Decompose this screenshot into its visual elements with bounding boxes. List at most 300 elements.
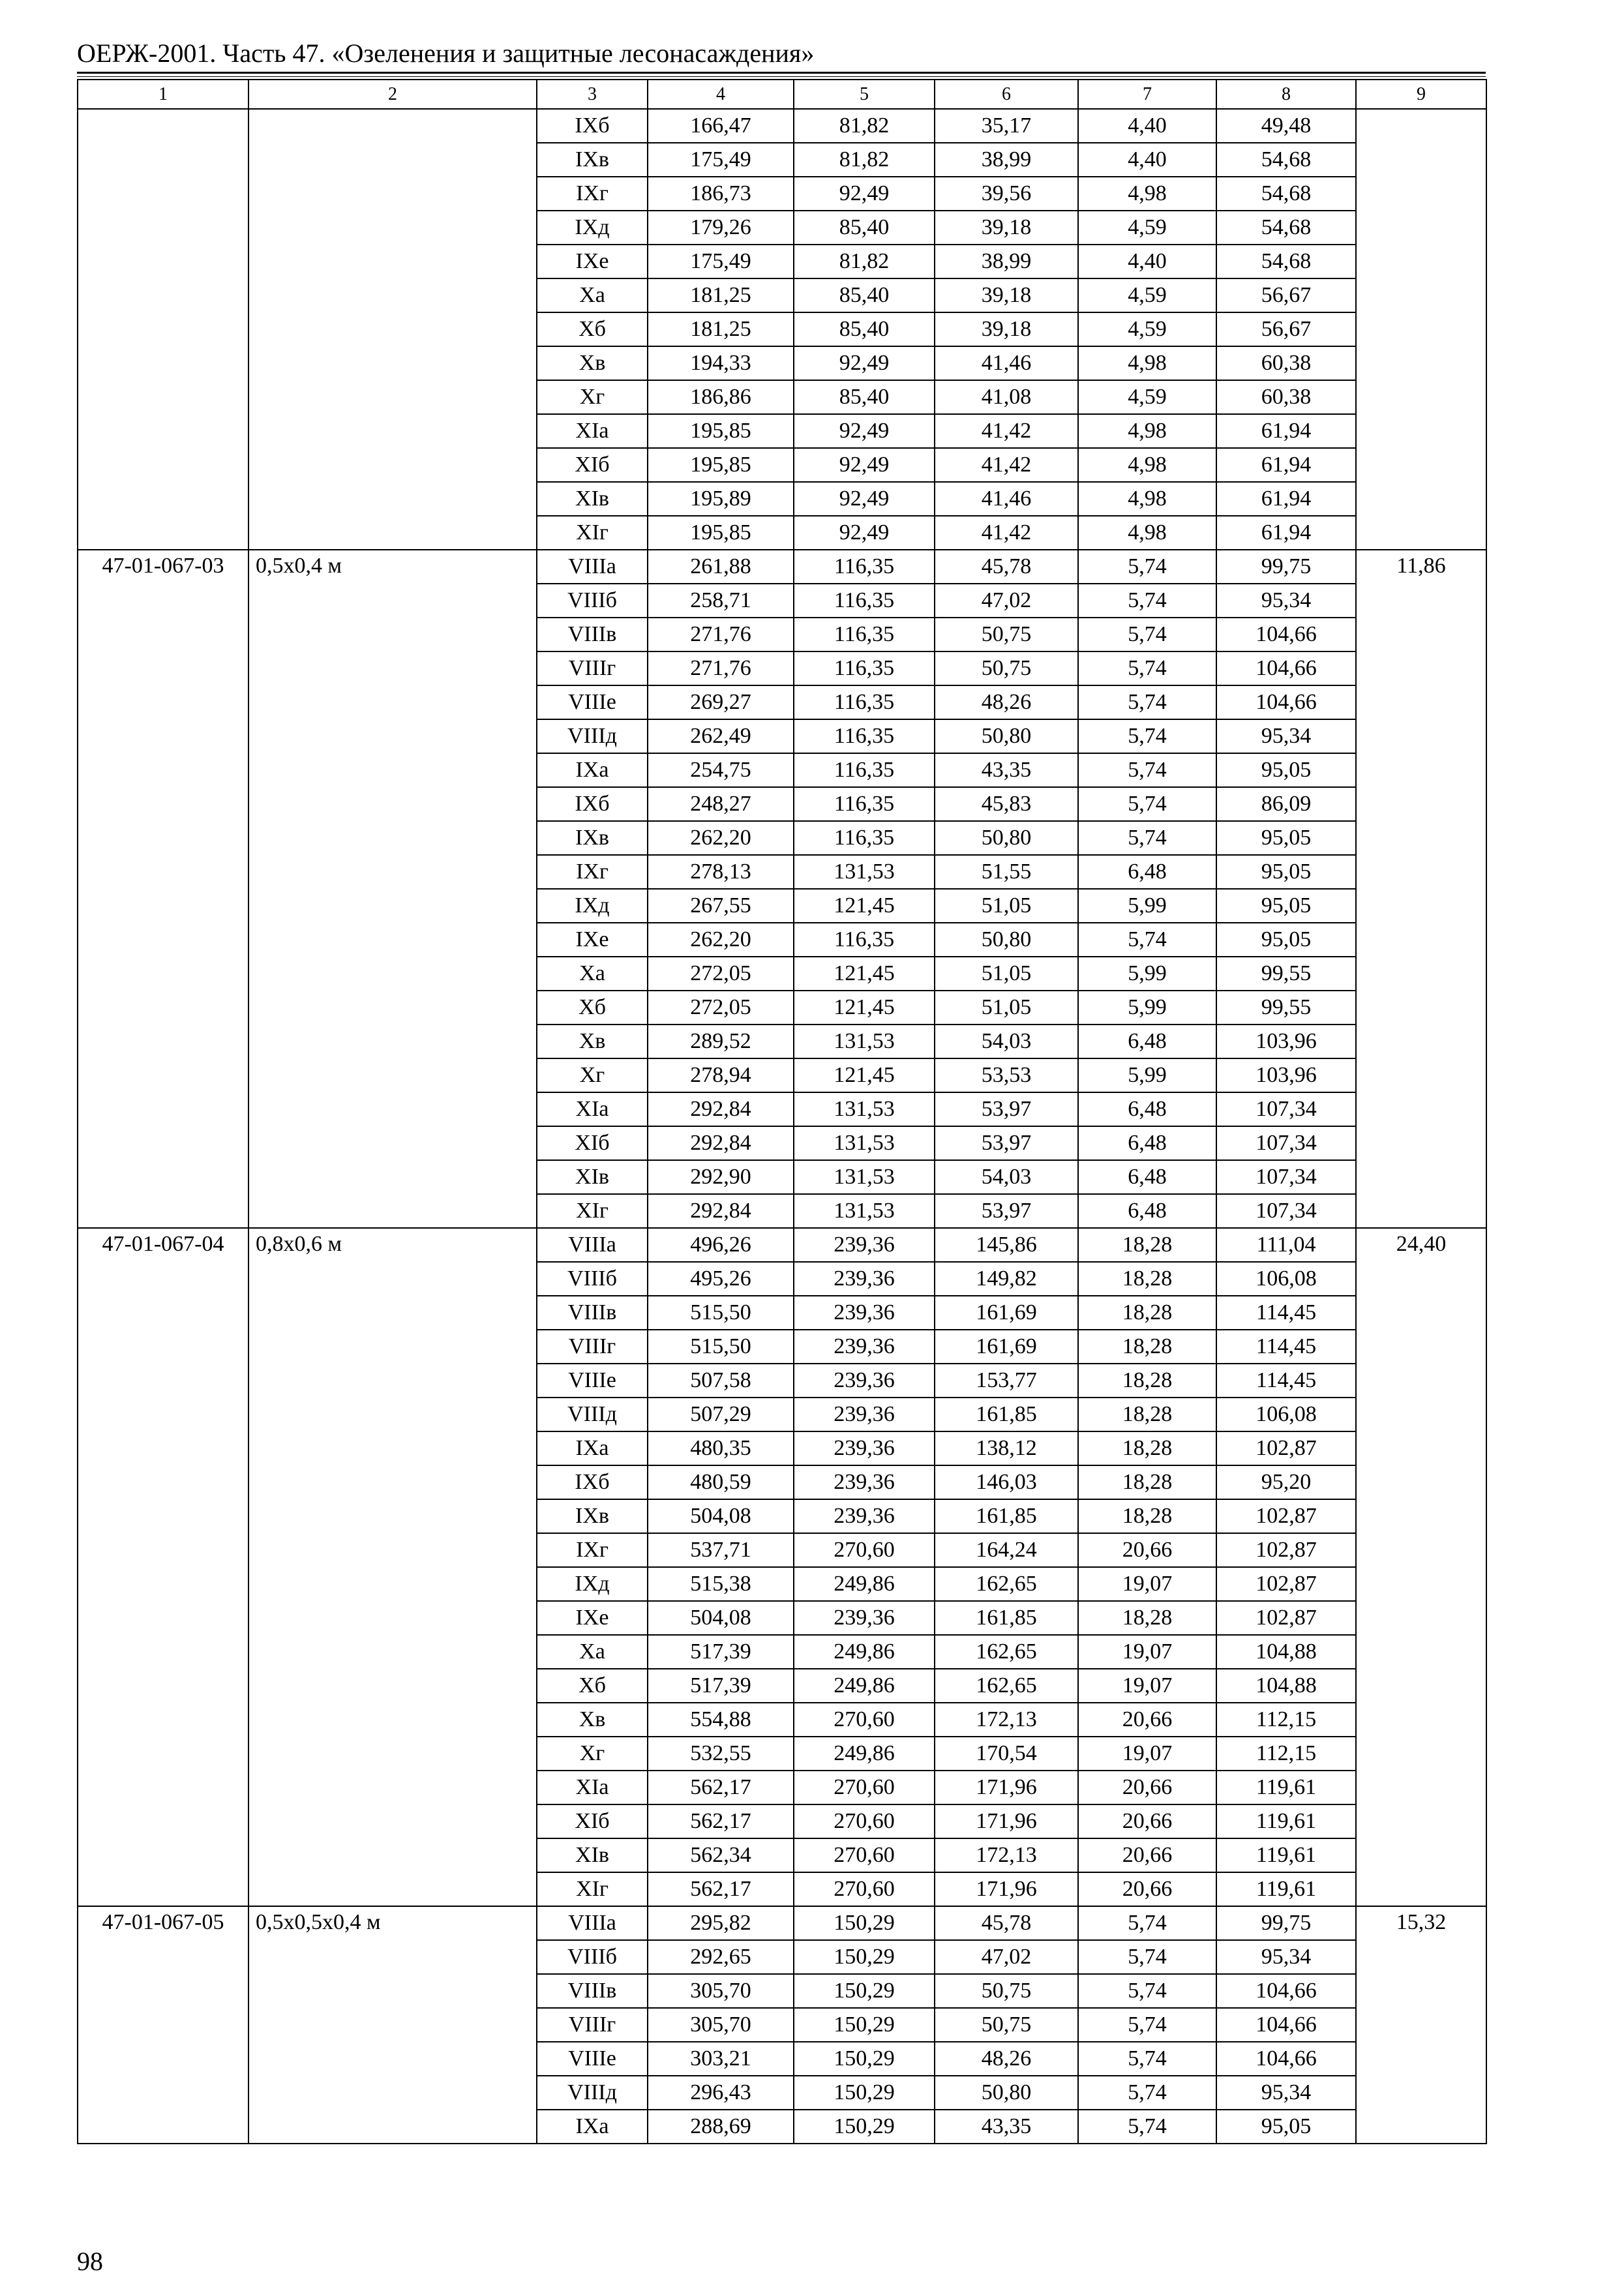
value-col5-cell: 150,29 [794,2110,935,2144]
value-col4-cell: 504,08 [648,1601,794,1635]
col9-value-cell: 15,32 [1356,1906,1486,2144]
value-col4-cell: 179,26 [648,211,794,245]
value-col8-cell: 49,48 [1216,109,1356,143]
zone-cell: IXв [537,821,648,855]
value-col8-cell: 106,08 [1216,1262,1356,1296]
value-col4-cell: 175,49 [648,143,794,177]
zone-cell: Xа [537,278,648,312]
value-col5-cell: 116,35 [794,550,935,584]
value-col6-cell: 171,96 [935,1872,1078,1906]
zone-cell: Xг [537,380,648,414]
value-col4-cell: 496,26 [648,1228,794,1262]
value-col8-cell: 107,34 [1216,1160,1356,1194]
value-col8-cell: 95,05 [1216,2110,1356,2144]
pit-size-cell: 0,5x0,5x0,4 м [248,1906,537,2144]
value-col4-cell: 517,39 [648,1635,794,1669]
pit-size-cell: 0,8x0,6 м [248,1228,537,1906]
value-col6-cell: 50,80 [935,2076,1078,2110]
value-col7-cell: 20,66 [1078,1804,1216,1838]
value-col4-cell: 515,38 [648,1567,794,1601]
value-col6-cell: 41,46 [935,346,1078,380]
col9-value-cell: 11,86 [1356,550,1486,1228]
rate-code-cell: 47-01-067-04 [78,1228,248,1906]
value-col5-cell: 121,45 [794,991,935,1025]
value-col7-cell: 6,48 [1078,1126,1216,1160]
value-col8-cell: 54,68 [1216,143,1356,177]
value-col6-cell: 161,69 [935,1330,1078,1364]
value-col5-cell: 92,49 [794,414,935,448]
value-col7-cell: 6,48 [1078,1025,1216,1058]
zone-cell: VIIIб [537,1940,648,1974]
column-number: 3 [537,80,648,109]
value-col5-cell: 239,36 [794,1499,935,1533]
value-col6-cell: 51,05 [935,957,1078,991]
value-col5-cell: 92,49 [794,482,935,516]
pit-size-cell: 0,5x0,4 м [248,550,537,1228]
value-col4-cell: 194,33 [648,346,794,380]
value-col8-cell: 104,66 [1216,685,1356,719]
value-col5-cell: 270,60 [794,1533,935,1567]
value-col4-cell: 480,35 [648,1431,794,1465]
value-col7-cell: 4,98 [1078,177,1216,211]
value-col7-cell: 19,07 [1078,1737,1216,1771]
value-col4-cell: 305,70 [648,2008,794,2042]
value-col8-cell: 114,45 [1216,1330,1356,1364]
value-col7-cell: 19,07 [1078,1635,1216,1669]
column-number: 1 [78,80,248,109]
zone-cell: VIIIг [537,651,648,685]
value-col7-cell: 4,59 [1078,380,1216,414]
value-col7-cell: 5,74 [1078,584,1216,618]
zone-cell: IXб [537,109,648,143]
zone-cell: VIIIв [537,1974,648,2008]
value-col6-cell: 162,65 [935,1567,1078,1601]
value-col6-cell: 50,80 [935,719,1078,753]
table-row [78,109,1486,143]
value-col8-cell: 54,68 [1216,177,1356,211]
value-col7-cell: 18,28 [1078,1262,1216,1296]
zone-cell: XIа [537,1092,648,1126]
value-col7-cell: 18,28 [1078,1398,1216,1431]
value-col6-cell: 41,42 [935,448,1078,482]
zone-cell: IXв [537,1499,648,1533]
value-col7-cell: 4,98 [1078,414,1216,448]
value-col6-cell: 45,83 [935,787,1078,821]
value-col5-cell: 116,35 [794,685,935,719]
zone-cell: VIIIг [537,1330,648,1364]
value-col5-cell: 131,53 [794,1126,935,1160]
value-col6-cell: 47,02 [935,1940,1078,1974]
value-col8-cell: 102,87 [1216,1567,1356,1601]
column-number: 2 [248,80,537,109]
value-col6-cell: 39,18 [935,278,1078,312]
zone-cell: XIв [537,1838,648,1872]
value-col4-cell: 507,29 [648,1398,794,1431]
value-col8-cell: 104,88 [1216,1635,1356,1669]
value-col7-cell: 18,28 [1078,1330,1216,1364]
value-col6-cell: 54,03 [935,1025,1078,1058]
value-col6-cell: 50,75 [935,1974,1078,2008]
value-col8-cell: 95,34 [1216,719,1356,753]
value-col5-cell: 270,60 [794,1838,935,1872]
zone-cell: IXг [537,1533,648,1567]
value-col8-cell: 102,87 [1216,1533,1356,1567]
value-col5-cell: 81,82 [794,143,935,177]
zone-cell: VIIIе [537,2042,648,2076]
zone-cell: Xа [537,1635,648,1669]
value-col4-cell: 195,89 [648,482,794,516]
value-col4-cell: 305,70 [648,1974,794,2008]
value-col4-cell: 262,20 [648,923,794,957]
value-col6-cell: 172,13 [935,1703,1078,1737]
value-col8-cell: 95,34 [1216,584,1356,618]
zone-cell: IXе [537,245,648,278]
value-col6-cell: 161,69 [935,1296,1078,1330]
value-col4-cell: 295,82 [648,1906,794,1940]
value-col7-cell: 6,48 [1078,1160,1216,1194]
value-col8-cell: 107,34 [1216,1126,1356,1160]
value-col6-cell: 161,85 [935,1398,1078,1431]
value-col4-cell: 271,76 [648,618,794,651]
col9-value-cell [1356,109,1486,550]
value-col4-cell: 261,88 [648,550,794,584]
value-col7-cell: 5,99 [1078,957,1216,991]
zone-cell: VIIIб [537,584,648,618]
value-col8-cell: 104,66 [1216,2008,1356,2042]
value-col5-cell: 270,60 [794,1771,935,1804]
value-col6-cell: 47,02 [935,584,1078,618]
value-col5-cell: 85,40 [794,312,935,346]
value-col8-cell: 104,66 [1216,2042,1356,2076]
value-col5-cell: 81,82 [794,245,935,278]
value-col7-cell: 19,07 [1078,1669,1216,1703]
value-col6-cell: 53,97 [935,1126,1078,1160]
value-col4-cell: 269,27 [648,685,794,719]
value-col7-cell: 5,74 [1078,923,1216,957]
value-col4-cell: 303,21 [648,2042,794,2076]
value-col8-cell: 95,05 [1216,821,1356,855]
value-col8-cell: 86,09 [1216,787,1356,821]
value-col8-cell: 106,08 [1216,1398,1356,1431]
zone-cell: XIв [537,482,648,516]
column-number: 6 [935,80,1078,109]
value-col7-cell: 4,98 [1078,516,1216,550]
value-col5-cell: 239,36 [794,1431,935,1465]
rates-table [77,79,1487,2144]
value-col8-cell: 104,88 [1216,1669,1356,1703]
value-col4-cell: 507,58 [648,1364,794,1398]
value-col5-cell: 92,49 [794,516,935,550]
zone-cell: Xв [537,346,648,380]
value-col8-cell: 114,45 [1216,1364,1356,1398]
value-col4-cell: 515,50 [648,1330,794,1364]
value-col8-cell: 99,55 [1216,957,1356,991]
value-col8-cell: 95,05 [1216,923,1356,957]
value-col8-cell: 119,61 [1216,1872,1356,1906]
value-col4-cell: 271,76 [648,651,794,685]
value-col6-cell: 41,42 [935,414,1078,448]
value-col7-cell: 5,74 [1078,618,1216,651]
value-col8-cell: 112,15 [1216,1737,1356,1771]
rate-code-cell: 47-01-067-03 [78,550,248,1228]
value-col6-cell: 39,18 [935,312,1078,346]
col9-value-cell: 24,40 [1356,1228,1486,1906]
table-row [78,1906,1486,1940]
header-rule [77,72,1486,74]
value-col8-cell: 104,66 [1216,1974,1356,2008]
value-col6-cell: 171,96 [935,1771,1078,1804]
value-col6-cell: 161,85 [935,1601,1078,1635]
zone-cell: XIа [537,414,648,448]
value-col4-cell: 562,17 [648,1872,794,1906]
value-col7-cell: 6,48 [1078,1194,1216,1228]
value-col8-cell: 103,96 [1216,1058,1356,1092]
value-col4-cell: 262,49 [648,719,794,753]
column-number-row [78,80,1486,109]
value-col5-cell: 239,36 [794,1228,935,1262]
value-col8-cell: 61,94 [1216,448,1356,482]
value-col5-cell: 85,40 [794,211,935,245]
value-col8-cell: 102,87 [1216,1499,1356,1533]
value-col6-cell: 38,99 [935,143,1078,177]
value-col4-cell: 186,86 [648,380,794,414]
value-col8-cell: 119,61 [1216,1804,1356,1838]
value-col4-cell: 562,34 [648,1838,794,1872]
value-col4-cell: 292,65 [648,1940,794,1974]
value-col8-cell: 111,04 [1216,1228,1356,1262]
table-row [78,1228,1486,1262]
value-col8-cell: 102,87 [1216,1431,1356,1465]
value-col4-cell: 292,84 [648,1092,794,1126]
value-col5-cell: 116,35 [794,923,935,957]
value-col6-cell: 38,99 [935,245,1078,278]
zone-cell: IXа [537,2110,648,2144]
value-col7-cell: 4,40 [1078,245,1216,278]
value-col6-cell: 162,65 [935,1669,1078,1703]
value-col6-cell: 50,75 [935,2008,1078,2042]
value-col4-cell: 254,75 [648,753,794,787]
value-col6-cell: 48,26 [935,2042,1078,2076]
value-col4-cell: 288,69 [648,2110,794,2144]
value-col5-cell: 239,36 [794,1398,935,1431]
value-col7-cell: 5,99 [1078,1058,1216,1092]
value-col4-cell: 195,85 [648,516,794,550]
value-col5-cell: 81,82 [794,109,935,143]
value-col5-cell: 116,35 [794,787,935,821]
value-col7-cell: 5,74 [1078,1974,1216,2008]
page-header: ОЕРЖ-2001. Часть 47. «Озеленения и защитные лесонасаждения» [77,38,815,68]
zone-cell: IXа [537,753,648,787]
value-col6-cell: 41,08 [935,380,1078,414]
value-col6-cell: 146,03 [935,1465,1078,1499]
value-col7-cell: 4,40 [1078,109,1216,143]
value-col8-cell: 95,05 [1216,855,1356,889]
value-col6-cell: 149,82 [935,1262,1078,1296]
value-col6-cell: 50,80 [935,923,1078,957]
value-col7-cell: 18,28 [1078,1296,1216,1330]
value-col8-cell: 61,94 [1216,414,1356,448]
value-col7-cell: 5,74 [1078,1906,1216,1940]
zone-cell: IXе [537,1601,648,1635]
value-col6-cell: 45,78 [935,550,1078,584]
zone-cell: XIб [537,1804,648,1838]
value-col6-cell: 53,53 [935,1058,1078,1092]
value-col5-cell: 131,53 [794,1160,935,1194]
value-col8-cell: 114,45 [1216,1296,1356,1330]
value-col6-cell: 53,97 [935,1194,1078,1228]
value-col7-cell: 4,98 [1078,448,1216,482]
value-col7-cell: 20,66 [1078,1838,1216,1872]
zone-cell: VIIIв [537,618,648,651]
value-col5-cell: 249,86 [794,1669,935,1703]
value-col6-cell: 162,65 [935,1635,1078,1669]
value-col6-cell: 172,13 [935,1838,1078,1872]
value-col4-cell: 554,88 [648,1703,794,1737]
value-col4-cell: 166,47 [648,109,794,143]
zone-cell: Xг [537,1058,648,1092]
value-col4-cell: 258,71 [648,584,794,618]
zone-cell: VIIIг [537,2008,648,2042]
value-col6-cell: 39,18 [935,211,1078,245]
value-col6-cell: 39,56 [935,177,1078,211]
page-number: 98 [77,2247,103,2276]
value-col4-cell: 537,71 [648,1533,794,1567]
value-col6-cell: 170,54 [935,1737,1078,1771]
value-col5-cell: 116,35 [794,584,935,618]
value-col6-cell: 153,77 [935,1364,1078,1398]
value-col5-cell: 150,29 [794,1974,935,2008]
zone-cell: Xв [537,1025,648,1058]
value-col7-cell: 5,74 [1078,2008,1216,2042]
column-number: 9 [1356,80,1486,109]
zone-cell: VIIIд [537,2076,648,2110]
zone-cell: XIг [537,1872,648,1906]
value-col4-cell: 292,90 [648,1160,794,1194]
value-col4-cell: 248,27 [648,787,794,821]
zone-cell: VIIIа [537,1228,648,1262]
value-col5-cell: 150,29 [794,1906,935,1940]
value-col4-cell: 175,49 [648,245,794,278]
value-col8-cell: 102,87 [1216,1601,1356,1635]
zone-cell: Xб [537,312,648,346]
value-col5-cell: 239,36 [794,1465,935,1499]
value-col7-cell: 4,59 [1078,278,1216,312]
value-col4-cell: 292,84 [648,1126,794,1160]
value-col5-cell: 92,49 [794,448,935,482]
rate-code-cell [78,109,248,550]
value-col5-cell: 131,53 [794,1025,935,1058]
table-row [78,550,1486,584]
value-col5-cell: 85,40 [794,380,935,414]
value-col5-cell: 116,35 [794,753,935,787]
zone-cell: XIа [537,1771,648,1804]
zone-cell: VIIIв [537,1296,648,1330]
value-col4-cell: 504,08 [648,1499,794,1533]
value-col4-cell: 262,20 [648,821,794,855]
value-col7-cell: 5,74 [1078,550,1216,584]
value-col7-cell: 18,28 [1078,1499,1216,1533]
value-col5-cell: 270,60 [794,1804,935,1838]
value-col8-cell: 99,75 [1216,550,1356,584]
zone-cell: XIб [537,1126,648,1160]
zone-cell: IXг [537,177,648,211]
value-col7-cell: 5,74 [1078,753,1216,787]
zone-cell: XIб [537,448,648,482]
value-col6-cell: 164,24 [935,1533,1078,1567]
value-col6-cell: 41,42 [935,516,1078,550]
value-col4-cell: 289,52 [648,1025,794,1058]
zone-cell: VIIIб [537,1262,648,1296]
value-col6-cell: 51,05 [935,991,1078,1025]
value-col8-cell: 60,38 [1216,346,1356,380]
value-col8-cell: 54,68 [1216,211,1356,245]
value-col4-cell: 495,26 [648,1262,794,1296]
value-col5-cell: 249,86 [794,1635,935,1669]
zone-cell: Xв [537,1703,648,1737]
value-col4-cell: 278,13 [648,855,794,889]
value-col7-cell: 18,28 [1078,1431,1216,1465]
value-col8-cell: 112,15 [1216,1703,1356,1737]
value-col4-cell: 186,73 [648,177,794,211]
value-col5-cell: 131,53 [794,855,935,889]
column-number: 4 [648,80,794,109]
value-col5-cell: 150,29 [794,2042,935,2076]
value-col8-cell: 56,67 [1216,312,1356,346]
zone-cell: IXб [537,1465,648,1499]
value-col8-cell: 104,66 [1216,618,1356,651]
zone-cell: Xб [537,1669,648,1703]
value-col5-cell: 239,36 [794,1296,935,1330]
value-col6-cell: 171,96 [935,1804,1078,1838]
value-col7-cell: 5,74 [1078,821,1216,855]
pit-size-cell [248,109,537,550]
value-col4-cell: 272,05 [648,957,794,991]
value-col8-cell: 107,34 [1216,1092,1356,1126]
value-col6-cell: 53,97 [935,1092,1078,1126]
value-col6-cell: 35,17 [935,109,1078,143]
value-col5-cell: 121,45 [794,1058,935,1092]
value-col4-cell: 532,55 [648,1737,794,1771]
value-col7-cell: 4,98 [1078,482,1216,516]
value-col8-cell: 99,75 [1216,1906,1356,1940]
value-col4-cell: 267,55 [648,889,794,923]
zone-cell: XIв [537,1160,648,1194]
zone-cell: IXд [537,889,648,923]
value-col8-cell: 95,34 [1216,1940,1356,1974]
value-col6-cell: 43,35 [935,2110,1078,2144]
value-col6-cell: 51,55 [935,855,1078,889]
value-col6-cell: 50,75 [935,651,1078,685]
zone-cell: Xг [537,1737,648,1771]
header-rule-thin [77,76,1486,77]
value-col8-cell: 60,38 [1216,380,1356,414]
zone-cell: IXа [537,1431,648,1465]
value-col6-cell: 161,85 [935,1499,1078,1533]
value-col5-cell: 92,49 [794,177,935,211]
value-col5-cell: 270,60 [794,1703,935,1737]
value-col5-cell: 239,36 [794,1262,935,1296]
value-col5-cell: 249,86 [794,1737,935,1771]
value-col7-cell: 5,74 [1078,2076,1216,2110]
zone-cell: VIIIе [537,685,648,719]
value-col4-cell: 515,50 [648,1296,794,1330]
value-col4-cell: 296,43 [648,2076,794,2110]
value-col8-cell: 104,66 [1216,651,1356,685]
value-col6-cell: 50,75 [935,618,1078,651]
value-col5-cell: 116,35 [794,719,935,753]
zone-cell: IXв [537,143,648,177]
value-col7-cell: 5,99 [1078,991,1216,1025]
